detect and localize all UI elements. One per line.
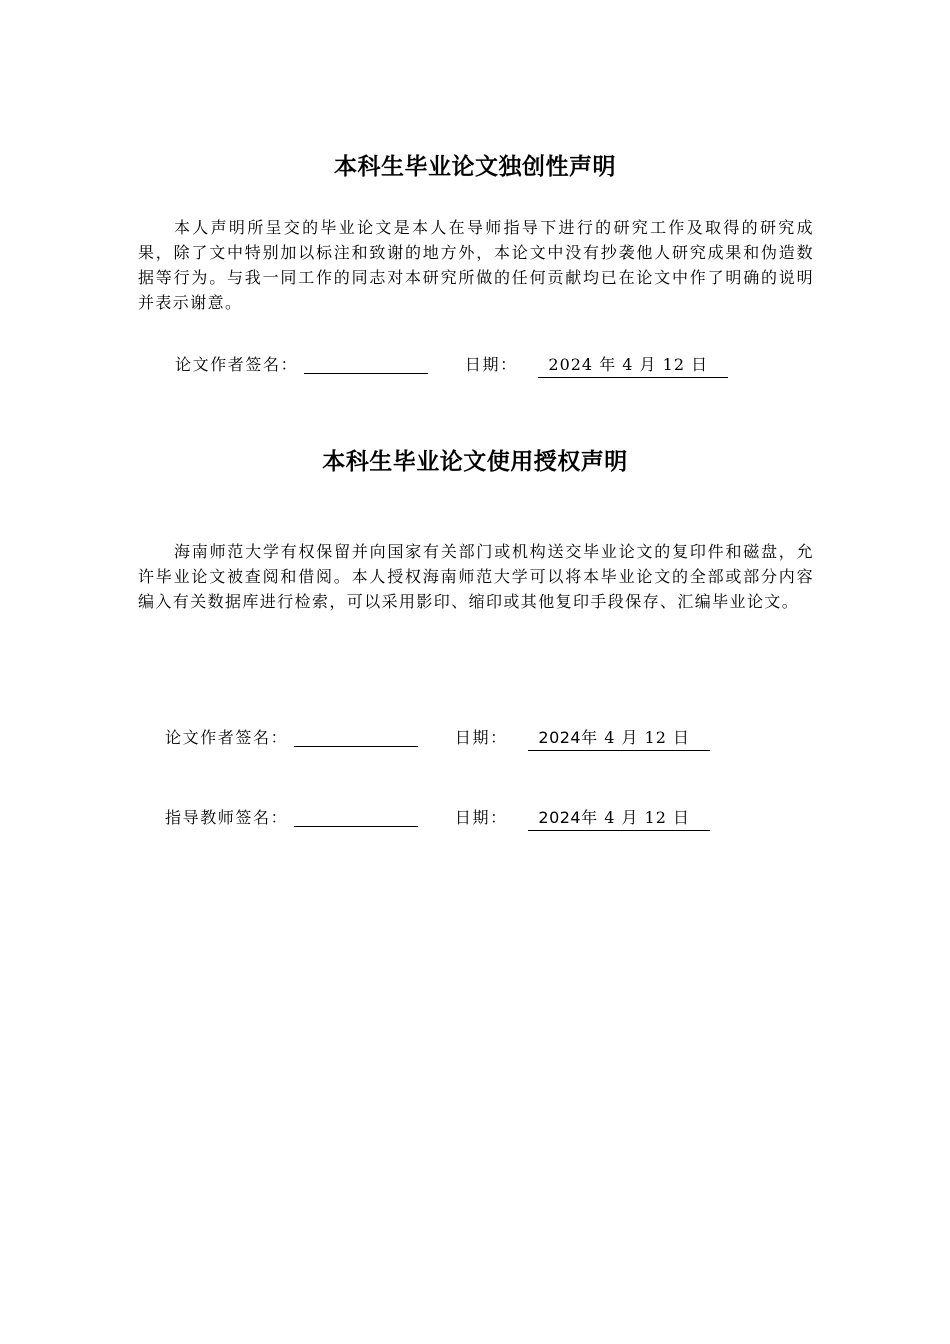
author-signature-blank <box>294 726 418 747</box>
authorization-advisor-signature-row <box>165 806 710 830</box>
date-rest: 年 4 月 12 日 <box>581 728 690 747</box>
date-rest: 年 4 月 12 日 <box>581 808 690 827</box>
originality-title: 本科生毕业论文独创性声明 <box>334 154 616 180</box>
authorization-author-signature-row <box>165 726 710 750</box>
date-label: 日期： <box>454 728 508 747</box>
date-label: 日期： <box>464 355 518 374</box>
authorization-body: 海南师范大学有权保留并向国家有关部门或机构送交毕业论文的复印件和磁盘，允许毕业论文被查阅和借阅。本人授权海南师范大学可以将本毕业论文的全部或部分内容编入有关数据库进行检索，可以采用影印、缩印或其他复印手段保存、汇编毕业论文。 <box>138 542 814 611</box>
advisor-signature-blank <box>294 806 418 827</box>
author-signature-label: 论文作者签名： <box>165 728 289 747</box>
date-value <box>528 806 710 831</box>
authorization-title: 本科生毕业论文使用授权声明 <box>322 449 628 475</box>
date-year: 2024 <box>538 728 582 747</box>
originality-body: 本人声明所呈交的毕业论文是本人在导师指导下进行的研究工作及取得的研究成果，除了文中特别加以标注和致谢的地方外，本论文中没有抄袭他人研究成果和伪造数据等行为。与我一同工作的同志对本研究所做的任何贡献均已在论文中作了明确的说明并表示谢意。 <box>138 218 814 312</box>
date-year: 2024 <box>538 808 582 827</box>
date-label: 日期： <box>454 808 508 827</box>
author-signature-blank <box>304 353 428 374</box>
date-value: 2024 年 4 月 12 日 <box>538 353 728 378</box>
author-signature-label: 论文作者签名： <box>175 355 299 374</box>
advisor-signature-label: 指导教师签名： <box>165 808 289 827</box>
date-value <box>528 726 710 751</box>
originality-signature-row <box>175 353 728 377</box>
